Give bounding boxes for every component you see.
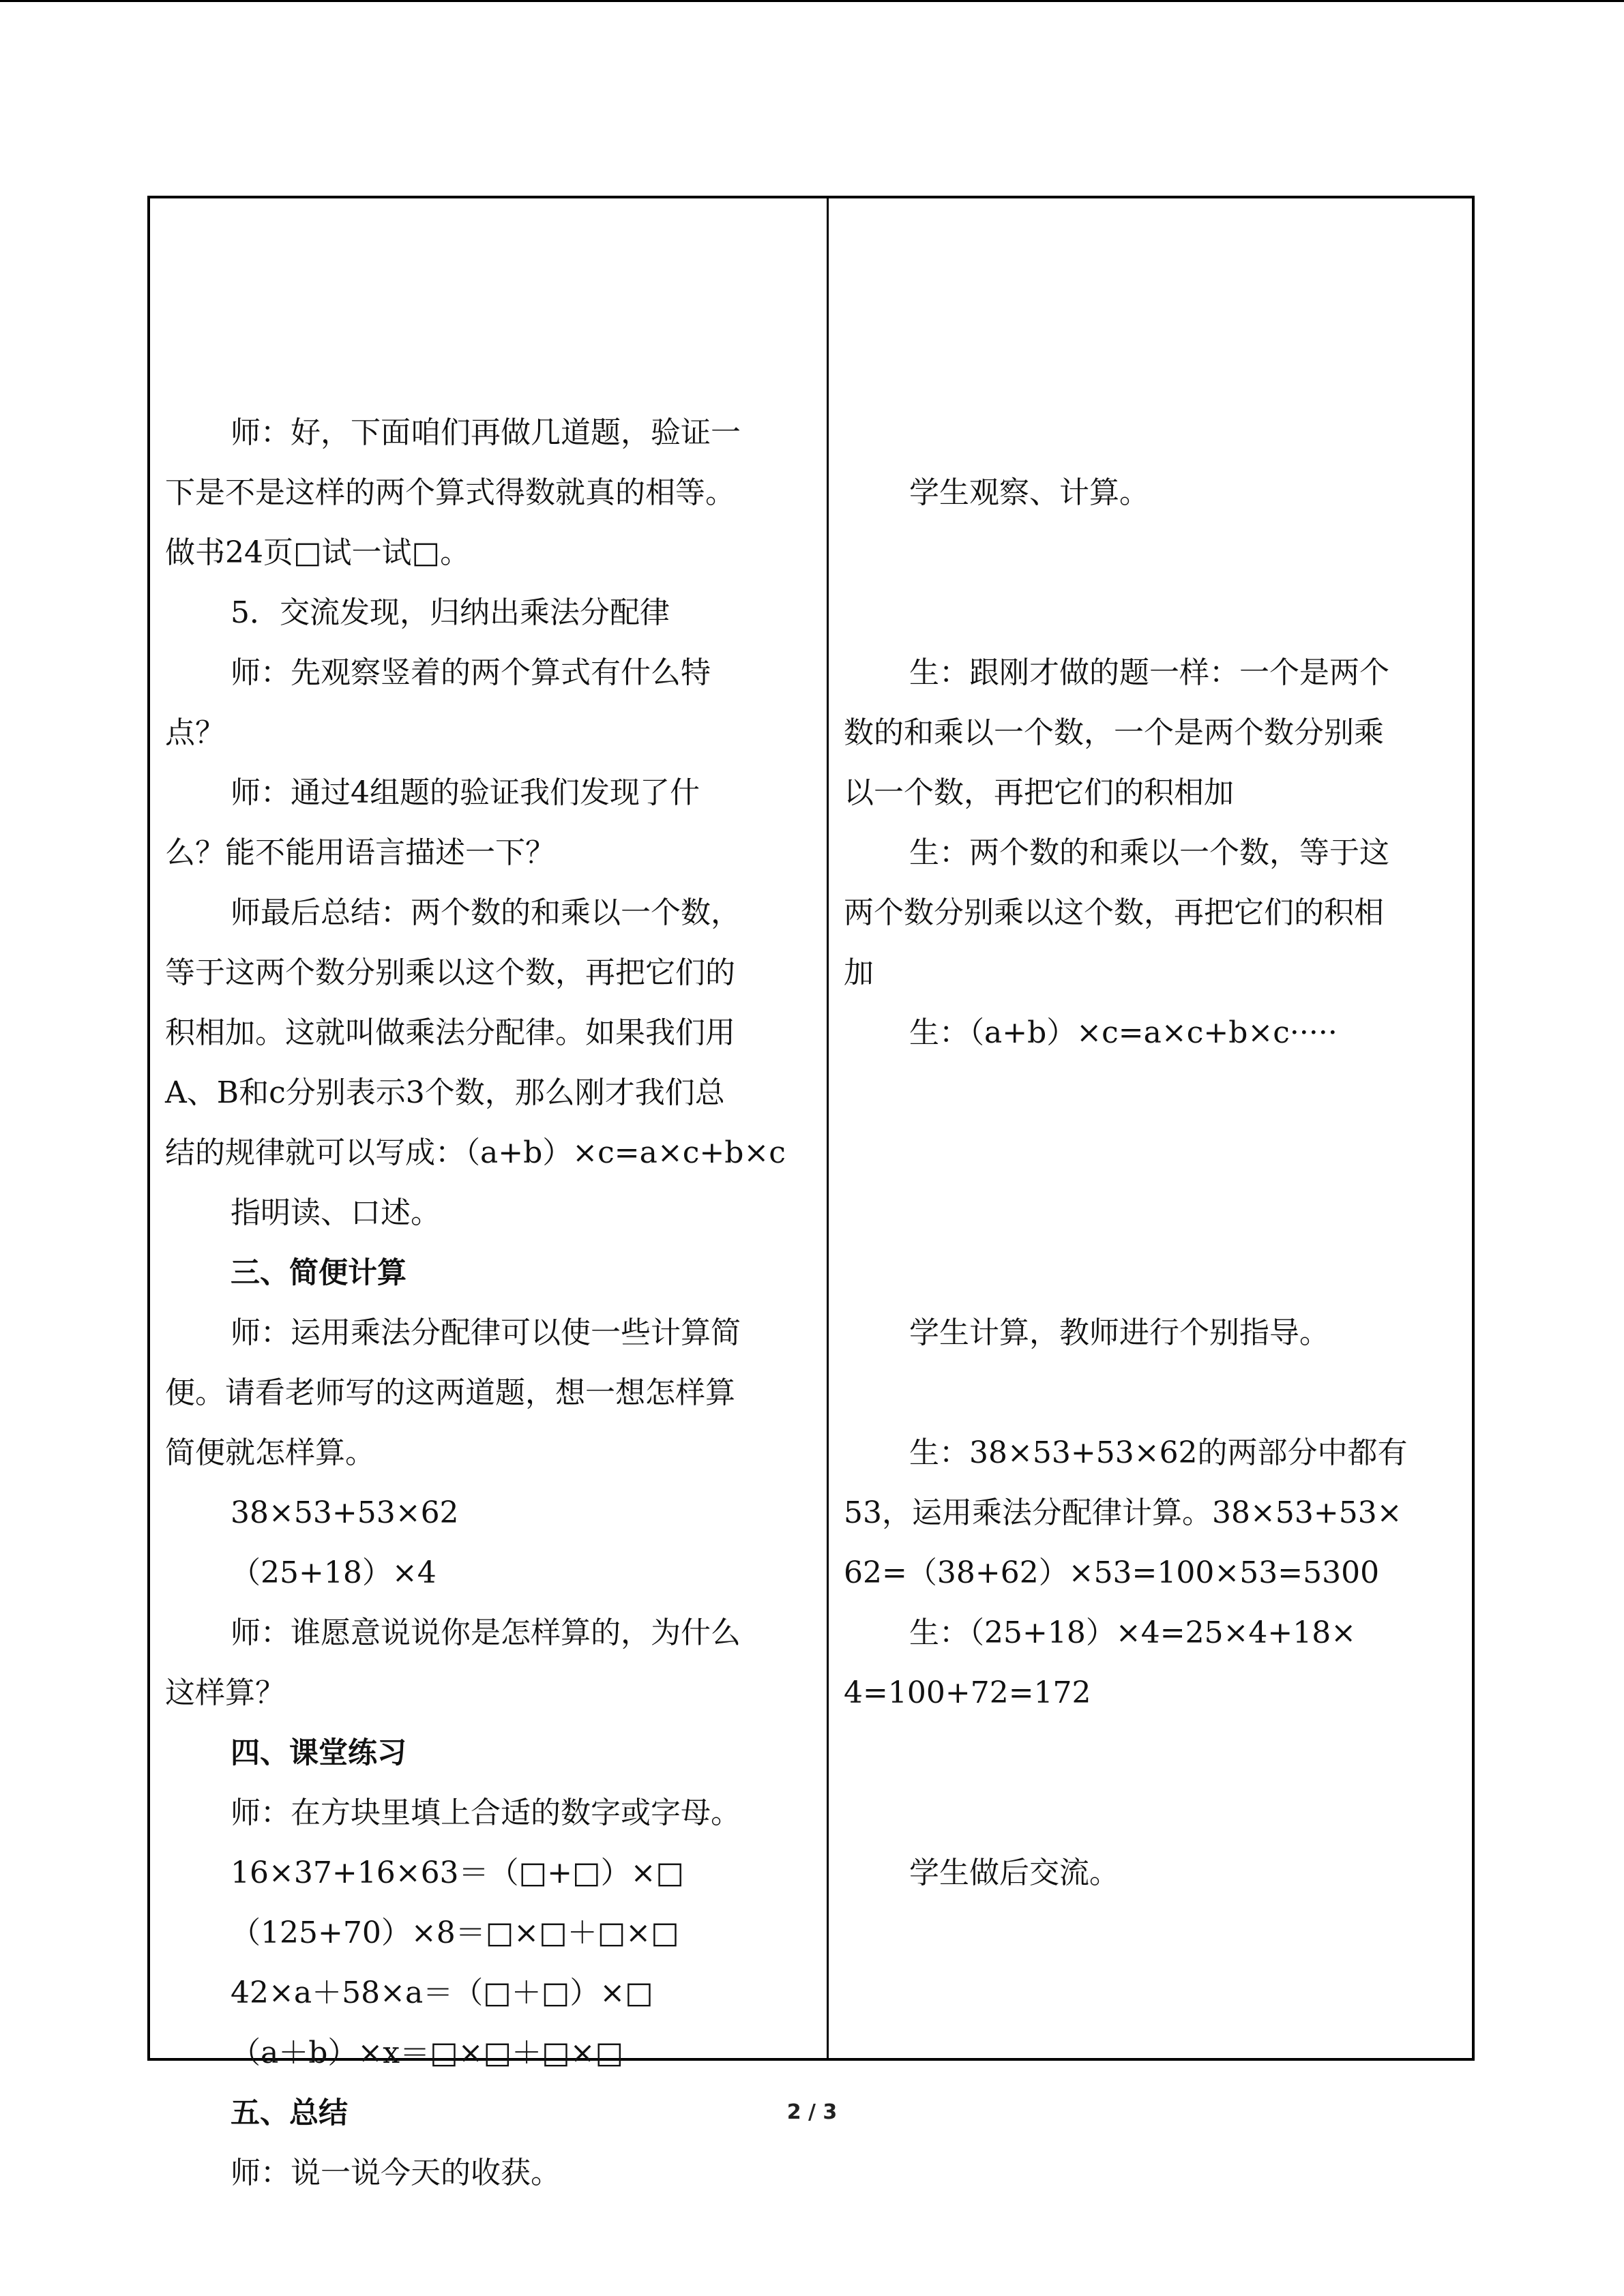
left-line-5: 师：先观察竖着的两个算式有什么特 (231, 655, 711, 690)
left-line-8: 么？能不能用语言描述一下？ (165, 835, 555, 870)
right-line-2: 生：跟刚才做的题一样：一个是两个 (909, 655, 1389, 690)
page-number: 2 / 3 (786, 2100, 838, 2124)
left-line-9: 师最后总结：两个数的和乘以一个数， (231, 895, 741, 930)
left-line-1: 师：好，下面咱们再做几道题，验证一 (231, 415, 741, 450)
right-line-9: 学生计算，教师进行个别指导。 (909, 1315, 1329, 1350)
left-line-27: 42×a＋58×a＝（□＋□）×□ (231, 1976, 653, 2010)
left-line-21: 师：谁愿意说说你是怎样算的，为什么 (231, 1615, 741, 1650)
left-line-24: 师：在方块里填上合适的数字或字母。 (231, 1795, 741, 1830)
right-line-3: 数的和乘以一个数，一个是两个数分别乘 (844, 715, 1384, 750)
left-line-11: 积相加。这就叫做乘法分配律。如果我们用 (165, 1015, 735, 1050)
left-line-28: （a＋b）×x＝□×□＋□×□ (231, 2036, 624, 2070)
right-line-14: 4=100+72=172 (844, 1675, 1091, 1710)
left-line-22: 这样算？ (165, 1675, 285, 1710)
lesson-table (147, 196, 1475, 2190)
right-line-7: 加 (844, 955, 874, 990)
left-line-2: 下是不是这样的两个算式得数就真的相等。 (165, 475, 735, 510)
left-line-17: 便。请看老师写的这两道题，想一想怎样算 (165, 1375, 735, 1410)
left-line-12: A、B和c分别表示3个数，那么刚才我们总 (165, 1075, 725, 1110)
right-line-10: 生：38×53+53×62的两部分中都有 (909, 1435, 1408, 1470)
left-line-6: 点？ (165, 715, 225, 750)
section-heading-simplified-calc: 三、简便计算 (231, 1256, 407, 1290)
left-line-25: 16×37+16×63＝（□+□）×□ (231, 1855, 685, 1890)
right-line-13: 生：（25+18）×4=25×4+18× (909, 1615, 1357, 1650)
left-line-4: 5．交流发现，归纳出乘法分配律 (231, 595, 670, 630)
section-heading-practice: 四、课堂练习 (231, 1736, 407, 1770)
left-line-13: 结的规律就可以写成：（a+b）×c=a×c+b×c (165, 1135, 786, 1170)
left-line-20: （25+18）×4 (231, 1555, 437, 1590)
left-line-10: 等于这两个数分别乘以这个数，再把它们的 (165, 955, 735, 990)
right-line-4: 以一个数，再把它们的积相加 (844, 775, 1234, 810)
right-line-15: 学生做后交流。 (909, 1855, 1119, 1890)
right-line-12: 62=（38+62）×53=100×53=5300 (844, 1555, 1380, 1590)
right-line-11: 53，运用乘法分配律计算。38×53+53× (844, 1495, 1402, 1530)
left-line-3: 做书24页□试一试□。 (165, 535, 471, 570)
column-divider (827, 198, 829, 2058)
left-line-7: 师：通过4组题的验证我们发现了什 (231, 775, 700, 810)
left-line-30: 师：说一说今天的收获。 (231, 2156, 561, 2190)
right-line-1: 学生观察、计算。 (909, 475, 1149, 510)
section-heading-summary: 五、总结 (231, 2096, 348, 2130)
right-line-5: 生：两个数的和乘以一个数，等于这 (909, 835, 1389, 870)
left-line-16: 师：运用乘法分配律可以使一些计算简 (231, 1315, 741, 1350)
left-line-18: 简便就怎样算。 (165, 1435, 375, 1470)
right-line-6: 两个数分别乘以这个数，再把它们的积相 (844, 895, 1384, 930)
left-line-14: 指明读、口述。 (231, 1195, 441, 1230)
right-line-8: 生：（a+b）×c=a×c+b×c····· (909, 1015, 1338, 1050)
page-top-rule (0, 0, 1624, 2)
left-line-26: （125+70）×8＝□×□＋□×□ (231, 1915, 679, 1950)
left-line-19: 38×53+53×62 (231, 1495, 459, 1530)
